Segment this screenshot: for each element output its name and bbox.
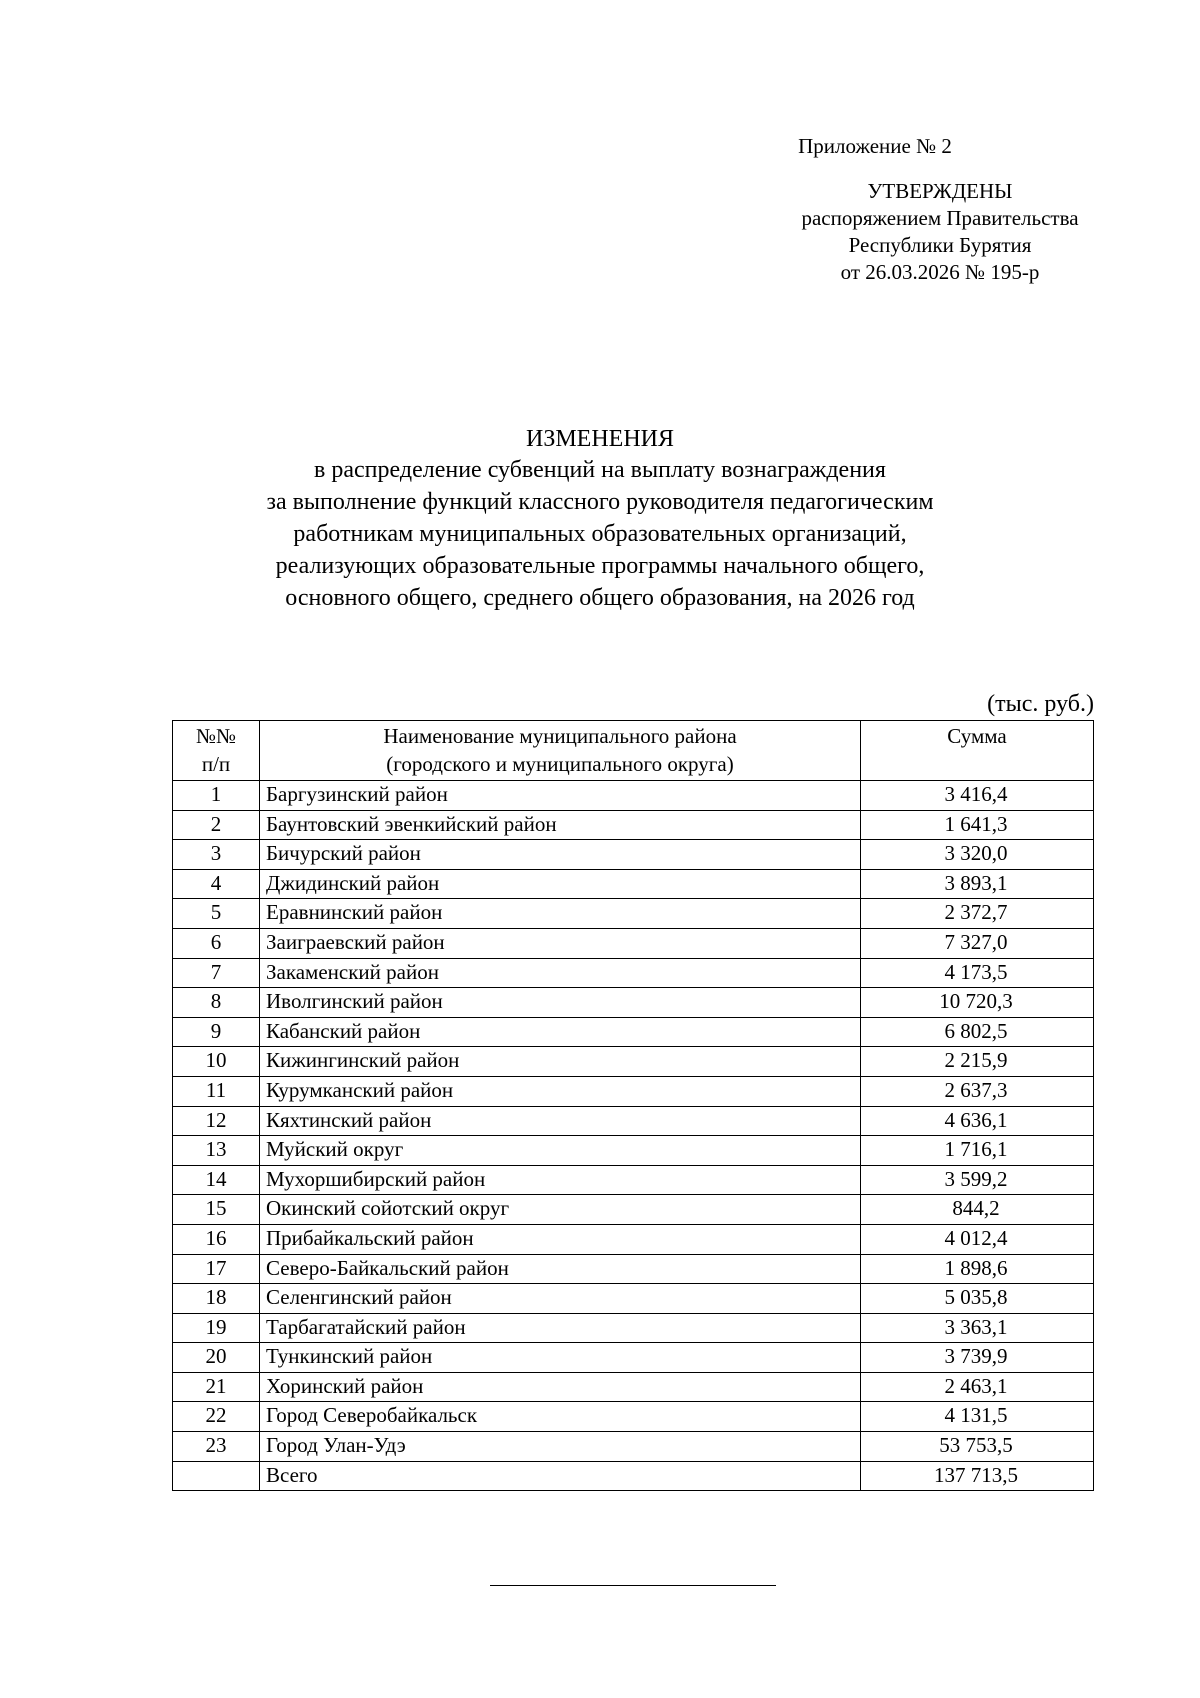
row-name: Хоринский район [260,1372,861,1402]
row-sum: 4 131,5 [861,1402,1094,1432]
row-number: 6 [173,928,260,958]
units-label: (тыс. руб.) [987,691,1094,717]
approved-label: УТВЕРЖДЕНЫ [867,179,1013,203]
row-name: Муйский округ [260,1136,861,1166]
row-name: Кижингинский район [260,1047,861,1077]
header-name [260,721,861,781]
row-number: 2 [173,810,260,840]
row-number: 10 [173,1047,260,1077]
title-line-4: реализующих образовательные программы начального общего, [275,553,925,579]
row-sum: 2 372,7 [861,899,1094,929]
row-name: Кяхтинский район [260,1106,861,1136]
row-name: Баргузинский район [260,781,861,811]
table-row [173,1343,1094,1373]
row-name: Город Улан-Удэ [260,1432,861,1462]
row-sum: 3 416,4 [861,781,1094,811]
row-sum: 3 739,9 [861,1343,1094,1373]
total-sum: 137 713,5 [861,1461,1094,1491]
table-row [173,1136,1094,1166]
row-sum: 3 893,1 [861,869,1094,899]
approval-line-1: распоряжением Правительства [801,206,1079,230]
table-row [173,899,1094,929]
title-line-3: работникам муниципальных образовательных организаций, [293,521,907,547]
table-row [173,958,1094,988]
row-name: Баунтовский эвенкийский район [260,810,861,840]
row-number: 4 [173,869,260,899]
row-number: 18 [173,1284,260,1314]
row-name: Мухоршибирский район [260,1165,861,1195]
table-row [173,810,1094,840]
row-sum: 1 716,1 [861,1136,1094,1166]
total-number [173,1461,260,1491]
row-number: 16 [173,1224,260,1254]
row-number: 1 [173,781,260,811]
row-sum: 5 035,8 [861,1284,1094,1314]
header-number [173,721,260,781]
row-sum: 2 215,9 [861,1047,1094,1077]
title-line-2: за выполнение функций классного руководителя педагогическим [266,489,934,515]
title-line-5: основного общего, среднего общего образования, на 2026 год [285,585,915,611]
row-name: Курумканский район [260,1076,861,1106]
table-row [173,1313,1094,1343]
table-row [173,1254,1094,1284]
table-row [173,1076,1094,1106]
row-name: Тункинский район [260,1343,861,1373]
row-name: Окинский сойотский округ [260,1195,861,1225]
row-number: 21 [173,1372,260,1402]
row-name: Кабанский район [260,1017,861,1047]
table-row [173,928,1094,958]
table-row [173,1195,1094,1225]
title-heading: ИЗМЕНЕНИЯ [525,426,675,452]
row-name: Прибайкальский район [260,1224,861,1254]
row-number: 23 [173,1432,260,1462]
row-name: Заиграевский район [260,928,861,958]
row-sum: 3 320,0 [861,840,1094,870]
table-row [173,1017,1094,1047]
table-row [173,869,1094,899]
row-sum: 4 173,5 [861,958,1094,988]
table-row [173,1106,1094,1136]
row-sum: 6 802,5 [861,1017,1094,1047]
row-sum: 4 636,1 [861,1106,1094,1136]
row-number: 20 [173,1343,260,1373]
row-number: 9 [173,1017,260,1047]
row-number: 3 [173,840,260,870]
table-row [173,1047,1094,1077]
header-number-line-1: №№ [195,724,237,748]
table-row [173,1402,1094,1432]
row-sum: 2 463,1 [861,1372,1094,1402]
document-title [150,424,1050,614]
row-name: Тарбагатайский район [260,1313,861,1343]
row-number: 15 [173,1195,260,1225]
row-number: 7 [173,958,260,988]
row-sum: 7 327,0 [861,928,1094,958]
table-row [173,1432,1094,1462]
table-row [173,1284,1094,1314]
title-line-1: в распределение субвенций на выплату вознаграждения [314,457,886,483]
row-name: Северо-Байкальский район [260,1254,861,1284]
row-number: 19 [173,1313,260,1343]
row-number: 12 [173,1106,260,1136]
table-row [173,988,1094,1018]
row-name: Джидинский район [260,869,861,899]
table-row [173,1165,1094,1195]
row-number: 5 [173,899,260,929]
table-row [173,840,1094,870]
row-sum: 3 363,1 [861,1313,1094,1343]
row-name: Иволгинский район [260,988,861,1018]
header-name-line-2: (городского и муниципального округа) [386,752,734,776]
row-name: Город Северобайкальск [260,1402,861,1432]
distribution-table [172,720,1094,1491]
table-row [173,781,1094,811]
approval-stamp [760,178,1120,286]
total-label: Всего [260,1461,861,1491]
row-sum: 53 753,5 [861,1432,1094,1462]
header-number-line-2: п/п [201,752,231,776]
header-sum: Сумма [861,721,1094,781]
row-name: Закаменский район [260,958,861,988]
row-sum: 1 898,6 [861,1254,1094,1284]
row-sum: 4 012,4 [861,1224,1094,1254]
row-sum: 2 637,3 [861,1076,1094,1106]
row-number: 11 [173,1076,260,1106]
row-number: 8 [173,988,260,1018]
row-number: 22 [173,1402,260,1432]
approval-date: от 26.03.2026 № 195-р [840,260,1040,284]
row-name: Бичурский район [260,840,861,870]
end-divider [490,1585,776,1586]
table-row [173,1224,1094,1254]
row-number: 14 [173,1165,260,1195]
table-header-row [173,721,1094,781]
row-sum: 844,2 [861,1195,1094,1225]
approval-block [760,132,1120,286]
row-name: Еравнинский район [260,899,861,929]
row-number: 17 [173,1254,260,1284]
row-sum: 10 720,3 [861,988,1094,1018]
row-sum: 3 599,2 [861,1165,1094,1195]
approval-line-2: Республики Бурятия [848,233,1032,257]
header-name-line-1: Наименование муниципального района [383,724,737,748]
table-row [173,1372,1094,1402]
total-row [173,1461,1094,1491]
row-number: 13 [173,1136,260,1166]
appendix-number: Приложение № 2 [798,134,952,158]
row-name: Селенгинский район [260,1284,861,1314]
row-sum: 1 641,3 [861,810,1094,840]
